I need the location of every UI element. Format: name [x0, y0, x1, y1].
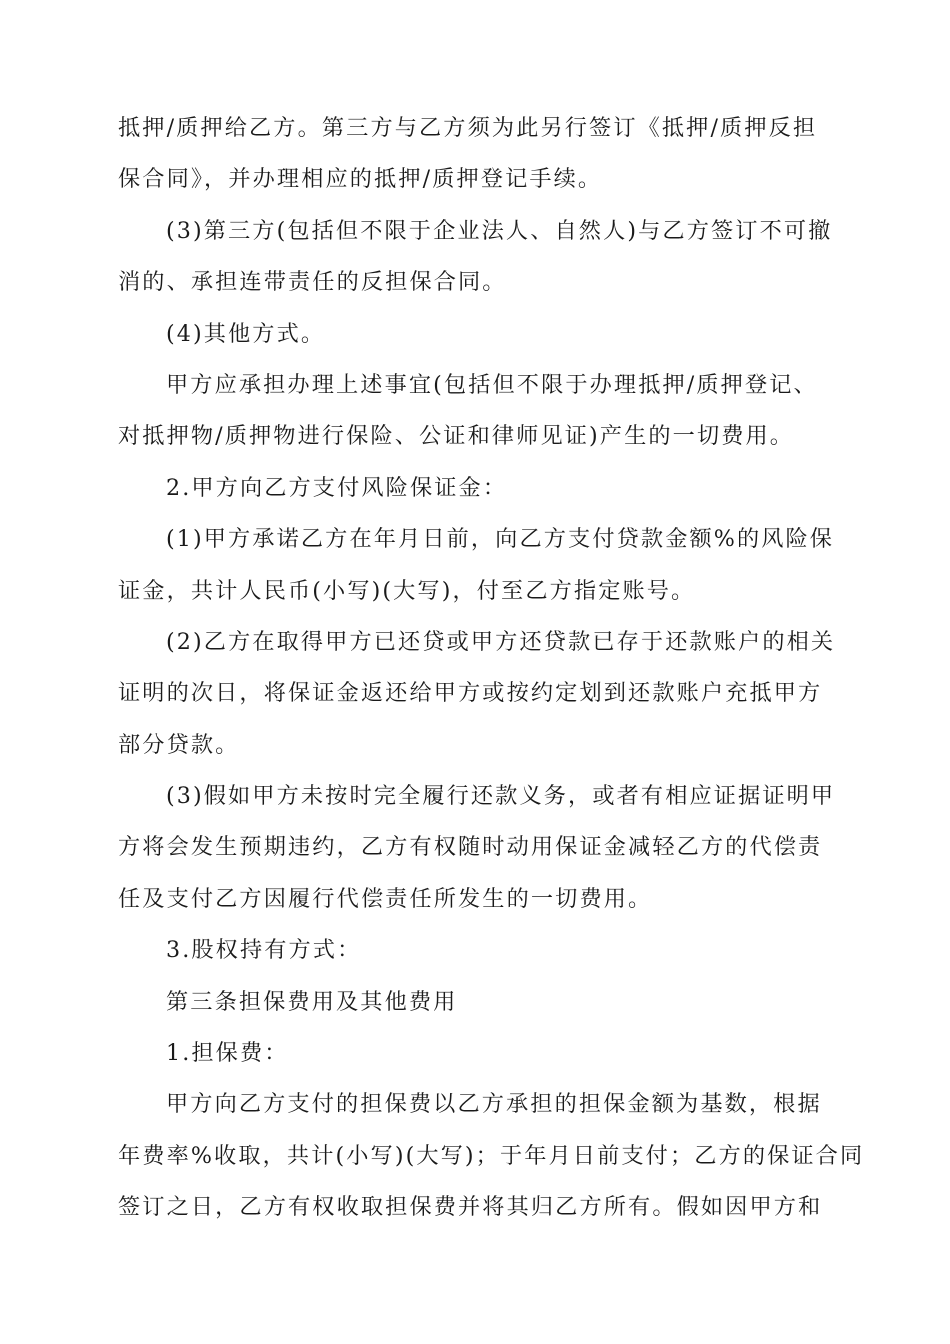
text-line: (4)其他方式。: [166, 320, 326, 347]
text-line: 对抵押物/质押物进行保险、公证和律师见证)产生的一切费用。: [118, 423, 795, 450]
contract-text: [118, 103, 865, 1234]
text-line: 第三条担保费用及其他费用: [166, 988, 458, 1015]
text-line: 甲方应承担办理上述事宜(包括但不限于办理抵押/质押登记、: [166, 371, 818, 398]
text-line: 保合同》，并办理相应的抵押/质押登记手续。: [118, 166, 603, 193]
text-line: 任及支付乙方因履行代偿责任所发生的一切费用。: [118, 885, 653, 912]
text-line: (2)乙方在取得甲方已还贷或甲方还贷款已存于还款账户的相关: [166, 628, 836, 655]
text-line: (1)甲方承诺乙方在年月日前，向乙方支付贷款金额%的风险保: [166, 526, 835, 553]
text-line: 部分贷款。: [118, 731, 240, 758]
text-line: 年费率%收取，共计(小写)(大写)；于年月日前支付；乙方的保证合同: [118, 1142, 865, 1169]
text-line: 证明的次日，将保证金返还给甲方或按约定划到还款账户充抵甲方: [118, 680, 823, 707]
text-line: 2.甲方向乙方支付风险保证金：: [166, 474, 508, 501]
text-line: 方将会发生预期违约，乙方有权随时动用保证金减轻乙方的代偿责: [118, 834, 823, 861]
text-line: 1.担保费：: [166, 1040, 289, 1067]
text-line: (3)第三方(包括但不限于企业法人、自然人)与乙方签订不可撤: [166, 217, 833, 244]
text-line: 签订之日，乙方有权收取担保费并将其归乙方所有。假如因甲方和: [118, 1194, 823, 1221]
text-line: 证金，共计人民币(小写)(大写)，付至乙方指定账号。: [118, 577, 696, 604]
text-line: 消的、承担连带责任的反担保合同。: [118, 269, 507, 296]
text-line: 3.股权持有方式：: [166, 937, 362, 964]
text-line: 甲方向乙方支付的担保费以乙方承担的担保金额为基数，根据: [166, 1091, 822, 1118]
text-line: (3)假如甲方未按时完全履行还款义务，或者有相应证据证明甲: [166, 783, 836, 810]
text-line: 抵押/质押给乙方。第三方与乙方须为此另行签订《抵押/质押反担: [118, 115, 818, 141]
